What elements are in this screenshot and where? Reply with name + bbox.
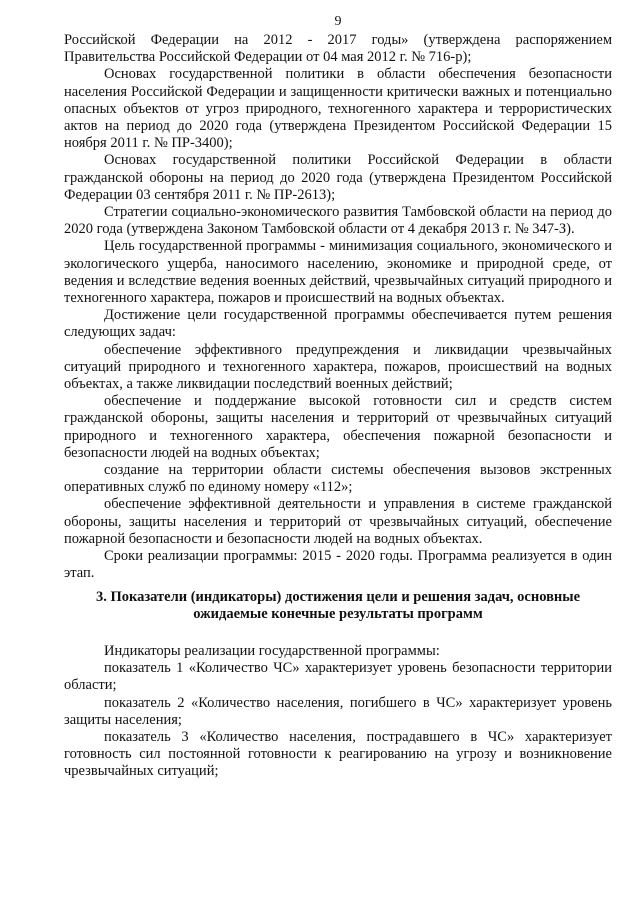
paragraph: обеспечение эффективного предупреждения и ликвидации чрезвычайных ситуаций природного и техногенного характера, пожаров, происшествий на водных объектах, а также ликвидации последствий военных действий; — [64, 341, 612, 393]
paragraph: показатель 3 «Количество населения, пострадавшего в ЧС» характеризует готовность сил постоянной готовности к реагированию на угрозу и возникновение чрезвычайных ситуаций; — [64, 728, 612, 780]
paragraph: Российской Федерации на 2012 - 2017 годы» (утверждена распоряжением Правительства Российской Федерации от 04 мая 2012 г. № 716-р); — [64, 32, 612, 66]
paragraph: Стратегии социально-экономического развития Тамбовской области на период до 2020 года (утверждена Законом Тамбовской области от 4 декабря 2013 г. № 347-З). — [64, 204, 612, 238]
paragraph: Основах государственной политики в области обеспечения безопасности населения Российской Федерации и защищенности критически важных и потенциально опасных объектов от угроз природного, техногенного характера и террористических актов на период до 2020 года (утверждена Президентом Российской Федерации 15 ноября 2011 г. № ПР-3400); — [64, 66, 612, 152]
paragraph: Сроки реализации программы: 2015 - 2020 годы. Программа реализуется в один этап. — [64, 548, 612, 582]
paragraph: обеспечение и поддержание высокой готовности сил и средств систем гражданской обороны, защиты населения и территорий от чрезвычайных ситуаций природного и техногенного характера, обеспечения пожарной безопасности и безопасности людей на водных объектах; — [64, 393, 612, 461]
spacer — [64, 623, 612, 643]
section-heading: 3. Показатели (индикаторы) достижения цели и решения задач, основные ожидаемые конечные результаты программ — [95, 588, 581, 622]
page-number: 9 — [334, 14, 342, 29]
paragraph: Цель государственной программы - минимизация социального, экономического и экологического ущерба, наносимого населению, экономике и природной среде, от ведения и вследствие ведения военных действий, чрезвычайных ситуаций природного и техногенного характера, пожаров и происшествий на водных объектах. — [64, 238, 612, 307]
paragraph: обеспечение эффективной деятельности и управления в системе гражданской обороны, защиты населения и территорий от чрезвычайных ситуаций, обеспечение пожарной безопасности и безопасности людей на водных объектах. — [64, 496, 612, 547]
paragraph: Основах государственной политики Российской Федерации в области гражданской обороны на период до 2020 года (утверждена Президентом Российской Федерации 03 сентября 2011 г. № ПР-2613); — [64, 152, 612, 203]
paragraph: Индикаторы реализации государственной программы: — [104, 642, 440, 659]
paragraph: Достижение цели государственной программы обеспечивается путем решения следующих задач: — [64, 307, 612, 341]
paragraph: создание на территории области системы обеспечения вызовов экстренных оперативных служб по единому номеру «112»; — [64, 462, 612, 496]
paragraph: показатель 1 «Количество ЧС» характеризует уровень безопасности территории области; — [64, 660, 612, 694]
paragraph: показатель 2 «Количество населения, погибшего в ЧС» характеризует уровень защиты населения; — [64, 694, 612, 728]
